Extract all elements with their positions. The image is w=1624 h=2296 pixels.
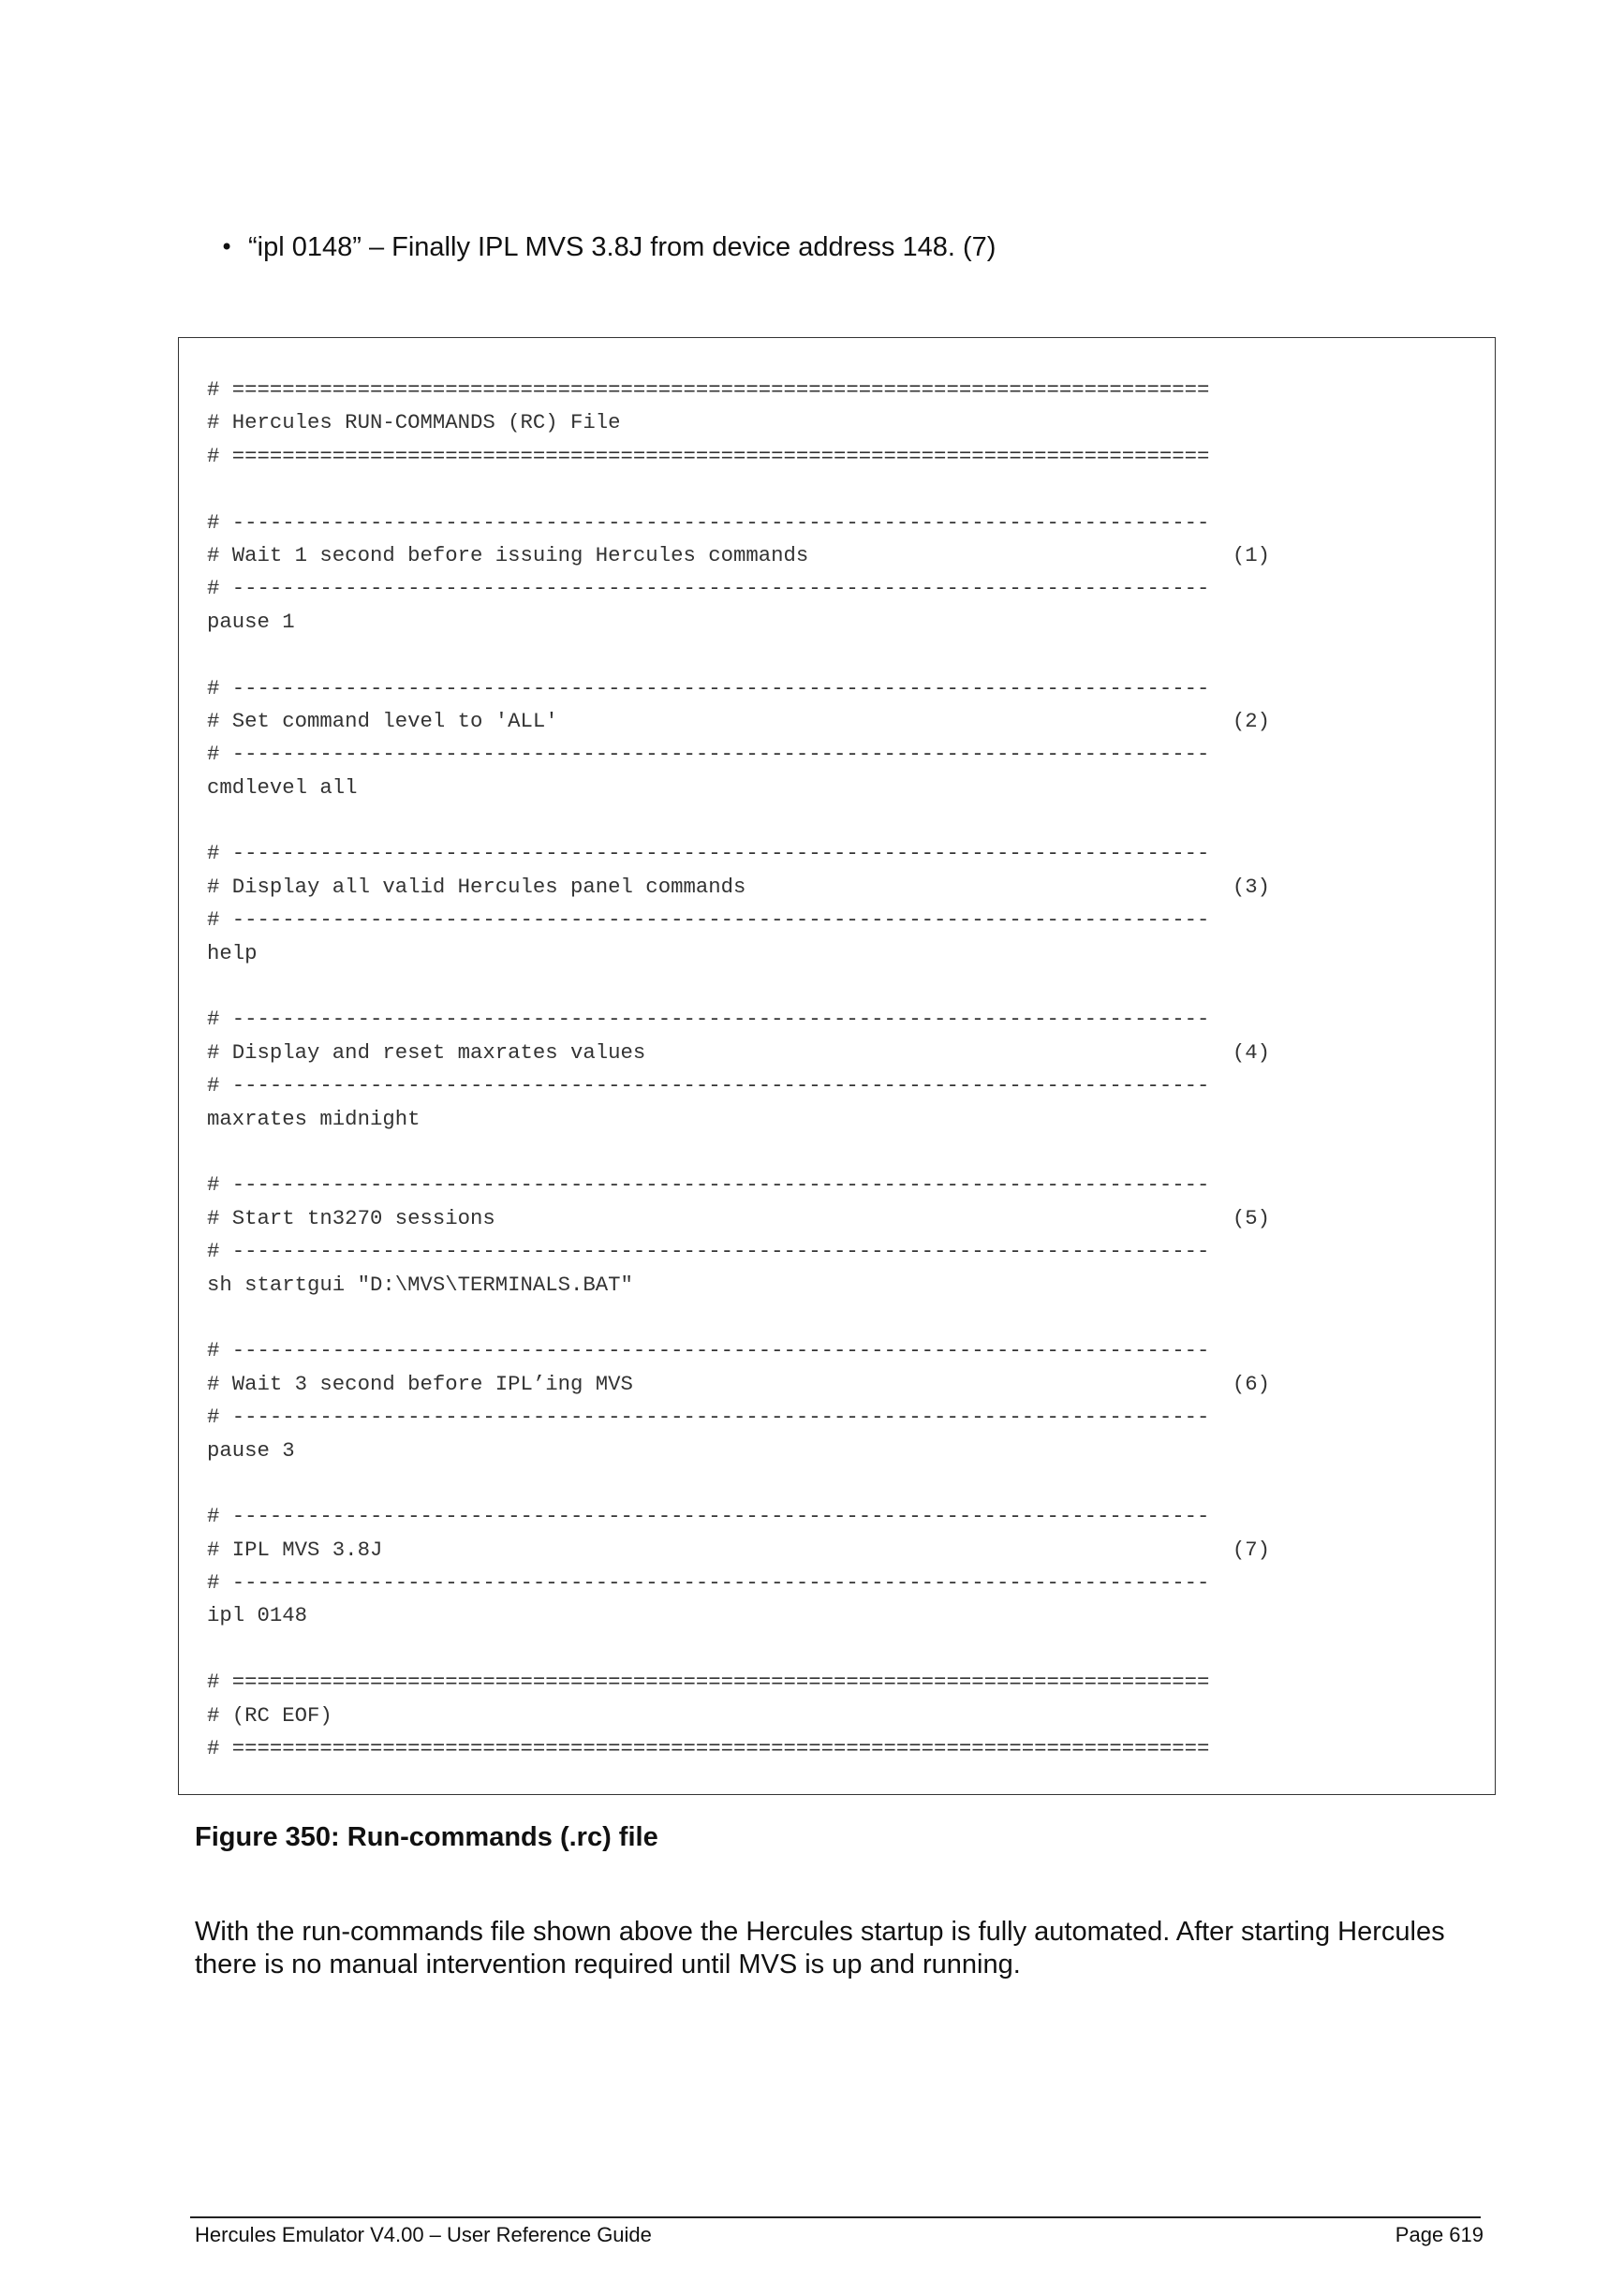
code-line-text: # ------------------------------------------------------------------------------ (207, 1007, 1210, 1032)
code-line-text: # ------------------------------------------------------------------------------ (207, 1570, 1210, 1596)
code-line (207, 1700, 1270, 1732)
code-line (207, 705, 1270, 738)
code-line (207, 1368, 1270, 1401)
code-line-text: # ------------------------------------------------------------------------------ (207, 1239, 1210, 1264)
code-line-text: # ============================================================================== (207, 1736, 1210, 1761)
code-line (207, 1136, 1270, 1169)
code-line (207, 1269, 1270, 1302)
paragraph-line: there is no manual intervention required until MVS is up and running. (195, 1950, 1021, 1980)
code-line (207, 406, 1270, 439)
code-line-text: # ============================================================================== (207, 1670, 1210, 1695)
code-line (207, 772, 1270, 804)
code-step-number: (1) (1232, 542, 1270, 567)
code-line (207, 837, 1270, 870)
code-line (207, 672, 1270, 705)
code-line-text: # ------------------------------------------------------------------------------ (207, 742, 1210, 767)
code-line (207, 937, 1270, 970)
code-step-number: (4) (1232, 1039, 1270, 1065)
code-line (207, 1103, 1270, 1136)
code-line-text: # Start tn3270 sessions (207, 1205, 495, 1230)
code-line (207, 1732, 1270, 1765)
code-line (207, 1467, 1270, 1500)
code-line (207, 738, 1270, 771)
code-line (207, 1037, 1270, 1069)
code-line (207, 1500, 1270, 1533)
code-line (207, 1169, 1270, 1201)
code-line-text: # ------------------------------------------------------------------------------ (207, 576, 1210, 601)
code-line (207, 1202, 1270, 1235)
code-line (207, 804, 1270, 837)
code-line-text: # Wait 3 second before IPL’ing MVS (207, 1371, 633, 1396)
code-line-text: # Display all valid Hercules panel commands (207, 874, 746, 899)
code-step-number: (5) (1232, 1205, 1270, 1230)
code-line (207, 1401, 1270, 1434)
code-line-text: # (RC EOF) (207, 1702, 332, 1728)
code-line (207, 539, 1270, 572)
code-line (207, 1235, 1270, 1268)
code-line-text: # ------------------------------------------------------------------------------ (207, 675, 1210, 700)
code-line-text: # ------------------------------------------------------------------------------ (207, 1172, 1210, 1198)
code-line (207, 904, 1270, 936)
footer-page-number: Page 619 (1395, 2223, 1484, 2246)
code-line-text: # ------------------------------------------------------------------------------ (207, 907, 1210, 933)
code-line (207, 507, 1270, 539)
code-line-text: # ------------------------------------------------------------------------------ (207, 1504, 1210, 1529)
code-line (207, 1302, 1270, 1334)
code-step-number: (7) (1232, 1537, 1270, 1562)
code-line (207, 440, 1270, 473)
code-line-text: maxrates midnight (207, 1106, 421, 1131)
code-line (207, 1534, 1270, 1567)
code-line-text: # Hercules RUN-COMMANDS (RC) File (207, 410, 621, 435)
code-line-text: # Display and reset maxrates values (207, 1039, 646, 1065)
code-line (207, 871, 1270, 904)
code-line-text: # ------------------------------------------------------------------------------ (207, 1073, 1210, 1098)
code-step-number: (2) (1232, 708, 1270, 733)
code-step-number: (6) (1232, 1371, 1270, 1396)
code-line-text: # IPL MVS 3.8J (207, 1537, 383, 1562)
code-line-text: pause 3 (207, 1437, 295, 1463)
paragraph-line: With the run-commands file shown above the Hercules startup is fully automated. After starting Hercules (195, 1917, 1445, 1947)
code-line (207, 1567, 1270, 1599)
code-line-text: # ============================================================================== (207, 443, 1210, 468)
code-line-text: # ------------------------------------------------------------------------------ (207, 1405, 1210, 1430)
code-line-text: # Set command level to 'ALL' (207, 708, 558, 733)
code-line (207, 1666, 1270, 1699)
footer-rule (190, 2216, 1481, 2218)
code-line (207, 639, 1270, 671)
footer-document-title: Hercules Emulator V4.00 – User Reference Guide (195, 2223, 652, 2246)
code-line-text: pause 1 (207, 609, 295, 634)
code-line-text: # ============================================================================== (207, 377, 1210, 402)
code-line (207, 473, 1270, 506)
code-listing-box (178, 337, 1496, 1795)
code-line-text: # ------------------------------------------------------------------------------ (207, 841, 1210, 866)
bullet-text: “ipl 0148” – Finally IPL MVS 3.8J from device address 148. (7) (248, 232, 997, 262)
code-listing (207, 374, 1270, 1765)
code-line-text: cmdlevel all (207, 774, 358, 800)
code-line (207, 1599, 1270, 1632)
code-line-text: sh startgui "D:\MVS\TERMINALS.BAT" (207, 1272, 633, 1297)
code-line (207, 1334, 1270, 1367)
code-line-text: # ------------------------------------------------------------------------------ (207, 1338, 1210, 1363)
code-line-text: help (207, 940, 258, 965)
bullet-marker: • (220, 234, 234, 260)
code-line (207, 572, 1270, 605)
code-line (207, 970, 1270, 1003)
code-line (207, 1435, 1270, 1467)
code-line-text: ipl 0148 (207, 1603, 308, 1628)
code-line (207, 374, 1270, 406)
code-line-text: # ------------------------------------------------------------------------------ (207, 509, 1210, 535)
code-line-text: # Wait 1 second before issuing Hercules commands (207, 542, 809, 567)
bullet-item (220, 230, 997, 264)
code-line (207, 1633, 1270, 1666)
code-step-number: (3) (1232, 874, 1270, 899)
code-line (207, 1069, 1270, 1102)
code-line (207, 1003, 1270, 1036)
body-paragraph (195, 1916, 1506, 1981)
figure-caption: Figure 350: Run-commands (.rc) file (195, 1822, 658, 1852)
code-line (207, 606, 1270, 639)
